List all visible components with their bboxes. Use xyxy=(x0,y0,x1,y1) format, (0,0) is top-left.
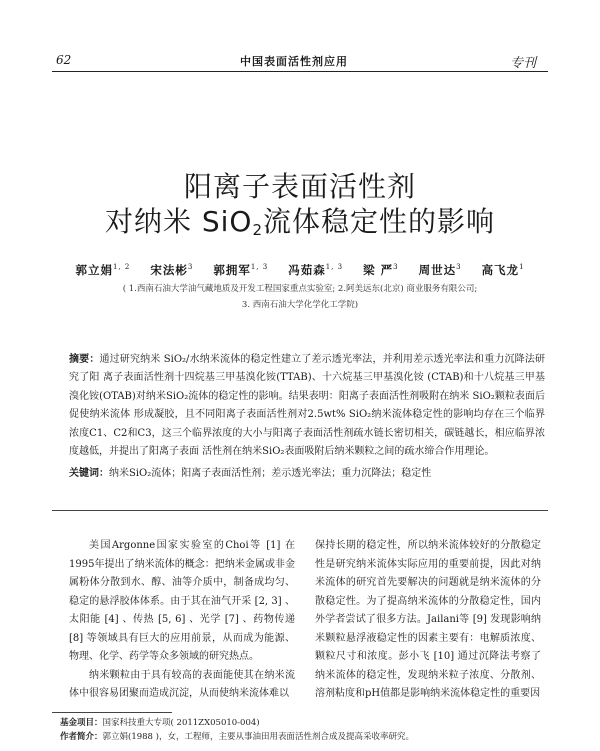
abstract-label: 摘要： xyxy=(69,354,100,365)
keywords-label: 关键词： xyxy=(69,468,109,479)
title-line-2 xyxy=(0,200,600,240)
title-line-2-post: 流体稳定性的影响 xyxy=(263,205,496,238)
title-subscript: 2 xyxy=(252,221,264,239)
page-header xyxy=(0,0,600,71)
abstract xyxy=(69,351,545,461)
keywords xyxy=(69,465,545,483)
author-list xyxy=(60,262,540,278)
title-line-1: 阳离子表面活性剂 xyxy=(183,170,416,203)
column-label: 专刊 xyxy=(510,56,537,71)
author: 郭拥军$^{1, 3}$ xyxy=(213,263,269,277)
author: 宋法彬$^3$ xyxy=(150,263,194,277)
author: 高飞龙$^1$ xyxy=(481,263,525,277)
affiliation-line-2: 3. 西南石油大学化学化工学院) xyxy=(241,300,359,310)
footnote-fund: 基金项目：国家科技重大专项( 2011ZX05010-004) xyxy=(60,718,260,728)
body-column-left xyxy=(69,537,295,704)
title-line-2-pre: 对纳米 SiO xyxy=(104,205,253,238)
page-number: 62 xyxy=(56,53,72,67)
journal-name: 中国表面活性剂应用 xyxy=(240,55,348,68)
body-paragraph: 纳米颗粒由于具有较高的表面能使其在纳米流体中很容易团聚而造成沉淀，从而使纳米流体难以 xyxy=(69,669,295,699)
affiliation-line-1: ( 1.西南石油大学油气藏地质及开发工程国家重点实验室; 2.阿美远东(北京) 商业服务有限公司; xyxy=(122,284,478,294)
author: 冯茹森$^{1, 3}$ xyxy=(288,263,344,277)
author: 郭立娟$^{1, 2}$ xyxy=(75,263,131,277)
abstract-text: 通过研究纳米 SiO₂/水纳米流体的稳定性建立了差示透光率法，并利用差示透光率法和重力沉降法研究了阳 离子表面活性剂十四烷基三甲基溴化铵(TTAB)、十六烷基三甲基溴化铵 (CTAB)和十八烷基三甲基溴化铵(OTAB)对纳米SiO₂流体的稳定性的影响。结果表明：阳离子表面活性剂吸附在纳米 SiO₂颗粒表面后促使纳米流体 形成凝胶，且不同阳离子表面活性剂对2.5wt% SiO₂纳米流体稳定性的影响均存在三个临界浓度C1、C2和C3，这三个临界浓度的大小与阳离子表面活性剂疏水链长密切相关，碳链越长，相应临界浓度越低，并提出了阳离子表面 活性剂在纳米SiO₂表面吸附后纳米颗粒之间的疏水缔合作用理论。 xyxy=(69,354,545,458)
footnote-rule xyxy=(52,712,172,713)
author: 梁 严$^3$ xyxy=(363,263,399,277)
author: 周世达$^3$ xyxy=(418,263,462,277)
keywords-text: 纳米SiO₂流体；阳离子表面活性剂；差示透光率法；重力沉降法；稳定性 xyxy=(109,468,432,479)
body-paragraph: 保持长期的稳定性，所以纳米流体较好的分散稳定性是研究纳米流体实际应用的重要前提，因此对纳米流体的研究首先要解决的问题就是纳米流体的分散稳定性。为了提高纳米流体的分散稳定性，国内外学者尝试了很多方法。Jailani等 [9] 发现影响纳米颗粒悬浮液稳定性的因素主要有：电解质浓度、颗粒尺寸和浓度。彭小飞 [10] 通过沉降法考察了纳米流体的稳定性，发现纳米粒子浓度、分散剂、溶剂粘度和pH值都是影响纳米流体稳定性的重要因 xyxy=(315,540,541,699)
section-divider xyxy=(52,510,548,511)
footnote-author: 作者简介：郭立娟(1988 )，女，工程师，主要从事油田用表面活性剂合成及提高采收率研究。 xyxy=(60,732,414,742)
body-paragraph: 美国Argonne国家实验室的Choi等 [1] 在1995年提出了纳米流体的概念：把纳米金属或非金属粉体分散到水、醇、油等介质中，制备成均匀、稳定的悬浮胶体体系。由于其在油气开采 [2, 3] 、太阳能 [4] 、传热 [5, 6] 、光学 [7] 、药物传递 [8] 等领域具有巨大的应用前景，从而成为能源、物理、化学、药学等众多领域的研究热点。 xyxy=(69,540,295,662)
header-rule xyxy=(52,71,548,72)
body-column-right xyxy=(315,537,541,704)
